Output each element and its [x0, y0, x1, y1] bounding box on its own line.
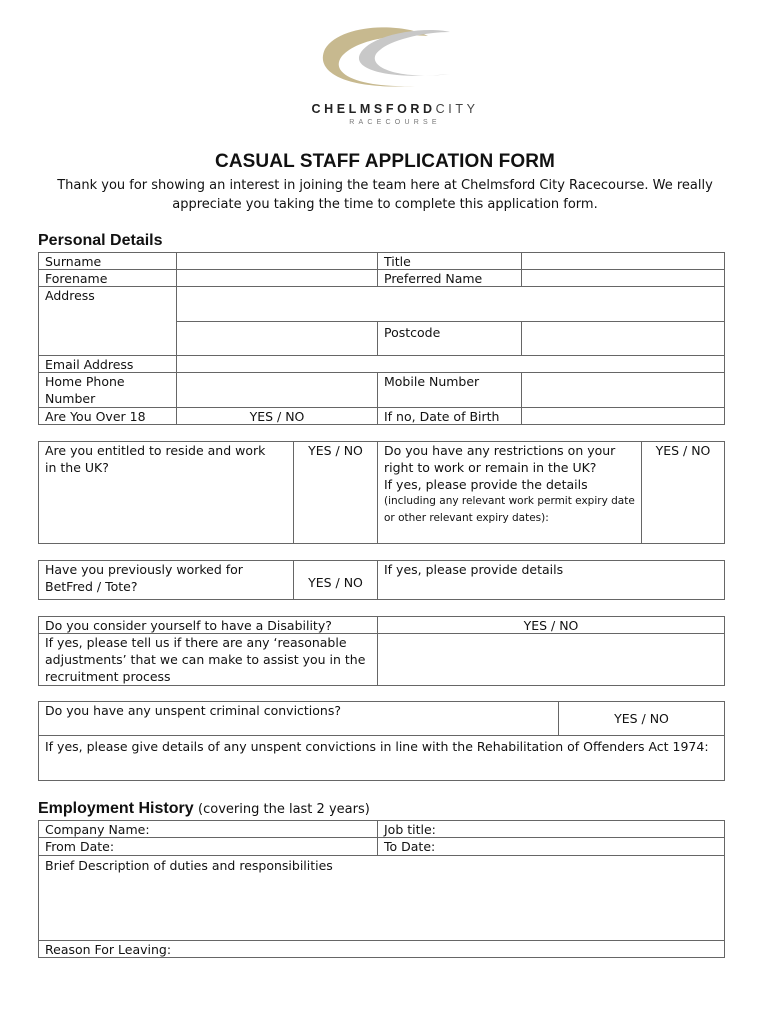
surname-field[interactable] [176, 252, 378, 270]
betfred-choice[interactable]: YES / NO [293, 560, 378, 600]
address-field-line2[interactable] [176, 321, 378, 356]
adjustments-line-3: recruitment process [45, 669, 171, 684]
postcode-label: Postcode [377, 321, 522, 356]
restrictions-question [377, 441, 642, 544]
betfred-details[interactable]: If yes, please provide details [377, 560, 725, 600]
home-phone-field[interactable] [176, 372, 378, 408]
preferred-name-field[interactable] [521, 269, 725, 287]
preferred-name-label: Preferred Name [377, 269, 522, 287]
company-name-field[interactable]: Company Name: [38, 820, 378, 838]
surname-label: Surname [38, 252, 177, 270]
to-date-field[interactable]: To Date: [377, 837, 725, 856]
adjustments-line-2: adjustments’ that we can make to assist you in the [45, 652, 366, 667]
restrict-line-1: Do you have any restrictions on your [384, 443, 616, 458]
forename-label: Forename [38, 269, 177, 287]
dob-label: If no, Date of Birth [377, 407, 522, 425]
over18-choice[interactable]: YES / NO [176, 407, 378, 425]
restrict-line-5: or other relevant expiry dates): [384, 512, 549, 524]
reason-for-leaving-field[interactable]: Reason For Leaving: [38, 940, 725, 958]
convictions-question: Do you have any unspent criminal convictions? [38, 701, 559, 736]
betfred-line-1: Have you previously worked for [45, 562, 243, 577]
disability-choice[interactable]: YES / NO [377, 616, 725, 634]
convictions-details[interactable]: If yes, please give details of any unspent convictions in line with the Rehabilitation of Offenders Act 1974: [38, 735, 725, 781]
postcode-field[interactable] [521, 321, 725, 356]
convictions-choice[interactable]: YES / NO [558, 701, 725, 736]
employment-heading-text: Employment History [38, 800, 194, 817]
home-phone-label-line2: Number [45, 391, 96, 406]
racecourse-logo [300, 24, 490, 132]
swoosh-logo-icon [300, 24, 490, 102]
logo-wordmark: CHELMSFORDCITY [311, 102, 479, 116]
address-field[interactable] [176, 286, 725, 322]
betfred-question [38, 560, 294, 600]
mobile-label: Mobile Number [377, 372, 522, 408]
intro-line-1: Thank you for showing an interest in joining the team here at Chelmsford City Racecourse. We really [57, 178, 713, 193]
duties-field[interactable]: Brief Description of duties and responsibilities [38, 855, 725, 941]
form-title: CASUAL STAFF APPLICATION FORM [215, 151, 555, 172]
employment-subheading: (covering the last 2 years) [198, 802, 370, 817]
from-date-field[interactable]: From Date: [38, 837, 378, 856]
restrict-line-3: If yes, please provide the details [384, 477, 588, 492]
title-label: Title [377, 252, 522, 270]
employment-history-heading [38, 800, 370, 818]
title-field[interactable] [521, 252, 725, 270]
dob-field[interactable] [521, 407, 725, 425]
reside-line-1: Are you entitled to reside and work [45, 443, 266, 458]
restrict-line-2: right to work or remain in the UK? [384, 460, 597, 475]
adjustments-field[interactable] [377, 633, 725, 686]
personal-details-heading: Personal Details [38, 232, 163, 249]
job-title-field[interactable]: Job title: [377, 820, 725, 838]
adjustments-line-1: If yes, please tell us if there are any ‘reasonable [45, 635, 347, 650]
over18-label: Are You Over 18 [38, 407, 177, 425]
betfred-line-2: BetFred / Tote? [45, 579, 138, 594]
email-field[interactable] [176, 355, 725, 373]
reside-choice[interactable]: YES / NO [293, 441, 378, 544]
restrictions-choice[interactable]: YES / NO [641, 441, 725, 544]
address-label: Address [38, 286, 177, 356]
intro-line-2: appreciate you taking the time to complete this application form. [172, 197, 598, 212]
mobile-field[interactable] [521, 372, 725, 408]
adjustments-question [38, 633, 378, 686]
disability-question: Do you consider yourself to have a Disability? [38, 616, 378, 634]
home-phone-label [38, 372, 177, 408]
intro-text [55, 176, 715, 214]
home-phone-label-line1: Home Phone [45, 374, 125, 389]
forename-field[interactable] [176, 269, 378, 287]
reside-line-2: in the UK? [45, 460, 109, 475]
logo-tagline: RACECOURSE [349, 119, 441, 126]
restrict-line-4: (including any relevant work permit expiry date [384, 495, 635, 507]
reside-question [38, 441, 294, 544]
email-label: Email Address [38, 355, 177, 373]
